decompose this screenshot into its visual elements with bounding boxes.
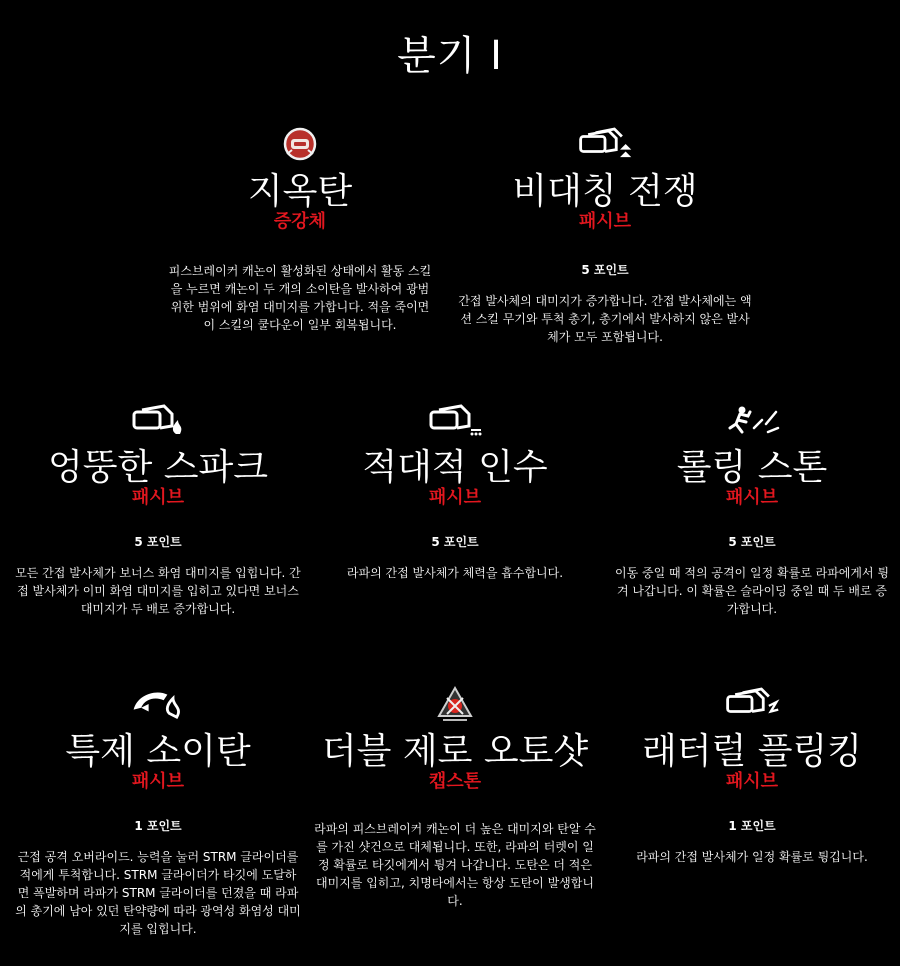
autoshot-burst-icon <box>425 682 485 726</box>
skill-name: 적대적 인수 <box>362 447 548 488</box>
skill-hostile-takeover[interactable] <box>305 398 605 628</box>
skill-type: 패시브 <box>725 771 779 792</box>
skill-description: 모든 간접 발사체가 보너스 화염 대미지를 입힙니다. 간접 발사체가 이미 화염 대미지를 입히고 있다면 보너스 대미지가 두 배로 증가합니다. <box>15 566 301 616</box>
runner-deflect-icon <box>722 398 782 442</box>
glider-flame-icon <box>128 682 188 726</box>
skill-description: 라파의 간접 발사체가 체력을 흡수합니다. <box>346 566 564 580</box>
skill-description: 라파의 피스브레이커 캐논이 더 높은 대미지와 탄알 수를 가진 샷건으로 대체됩니다. 또한, 라파의 터렛이 일정 확률로 타깃에게서 튕겨 나갑니다. 도탄은 더 적은 대미지를 입히고, 치명타에서는 항상 도탄이 발생합니다. <box>314 822 596 908</box>
skill-points: 5 포인트 <box>431 535 479 549</box>
gun-drain-icon <box>425 398 485 442</box>
skill-name: 래터럴 플링킹 <box>641 731 863 772</box>
skill-rolling-stone[interactable] <box>602 398 900 628</box>
skill-description: 피스브레이커 캐논이 활성화된 상태에서 활동 스킬을 누르면 캐논이 두 개의 소이탄을 발사하여 광범위한 범위에 화염 대미지를 가합니다. 적을 죽이면 이 스킬의 쿨다운이 일부 회복됩니다. <box>168 264 432 332</box>
skill-type: 캡스톤 <box>428 771 482 792</box>
skill-type: 패시브 <box>131 771 185 792</box>
skill-name: 롤링 스톤 <box>676 447 828 488</box>
skill-type: 패시브 <box>725 487 779 508</box>
skill-points: 5 포인트 <box>581 263 629 277</box>
skill-type: 패시브 <box>131 487 185 508</box>
skill-name: 지옥탄 <box>247 171 353 212</box>
skill-type: 증강체 <box>273 211 327 232</box>
skill-name: 엉뚱한 스파크 <box>47 447 269 488</box>
skill-name: 특제 소이탄 <box>65 731 251 772</box>
gun-ricochet-icon <box>722 682 782 726</box>
skill-description: 라파의 간접 발사체가 일정 확률로 튕깁니다. <box>636 850 868 864</box>
hellfire-shell-icon <box>270 122 330 166</box>
skill-points: 5 포인트 <box>134 535 182 549</box>
page-title: 분기 I <box>397 33 503 79</box>
skill-type: 패시브 <box>428 487 482 508</box>
skill-type: 패시브 <box>578 211 632 232</box>
skill-points: 1 포인트 <box>728 819 776 833</box>
skill-asymmetric-warfare[interactable] <box>455 122 755 352</box>
skill-special-incendiary[interactable] <box>8 682 308 952</box>
skill-description: 이동 중일 때 적의 공격이 일정 확률로 라파에게서 튕겨 나갑니다. 이 확률은 슬라이딩 중일 때 두 배로 증가합니다. <box>615 566 889 616</box>
skill-wild-sparks[interactable] <box>8 398 308 628</box>
skill-description: 간접 발사체의 대미지가 증가합니다. 간접 발사체에는 액션 스킬 무기와 투척 총기, 총기에서 발사하지 않은 발사체가 모두 포함됩니다. <box>458 294 752 344</box>
skill-name: 더블 제로 오토샷 <box>321 731 589 772</box>
skill-name: 비대칭 전쟁 <box>512 171 698 212</box>
gun-arrows-icon <box>575 122 635 166</box>
skill-hellfire-shell[interactable] <box>150 122 450 342</box>
gun-flame-icon <box>128 398 188 442</box>
skill-points: 1 포인트 <box>134 819 182 833</box>
skill-lateral-plinking[interactable] <box>602 682 900 912</box>
skill-description: 근접 공격 오버라이드. 능력을 눌러 STRM 글라이더를 적에게 투척합니다. STRM 글라이더가 타깃에 도달하면 폭발하며 라파가 STRM 글라이더를 던졌을 때 라파의 총기에 남아 있던 탄약량에 따라 광역성 화염성 대미지를 입힙니다. <box>15 850 301 936</box>
skill-double-zero-autoshot[interactable] <box>305 682 605 922</box>
skill-points: 5 포인트 <box>728 535 776 549</box>
